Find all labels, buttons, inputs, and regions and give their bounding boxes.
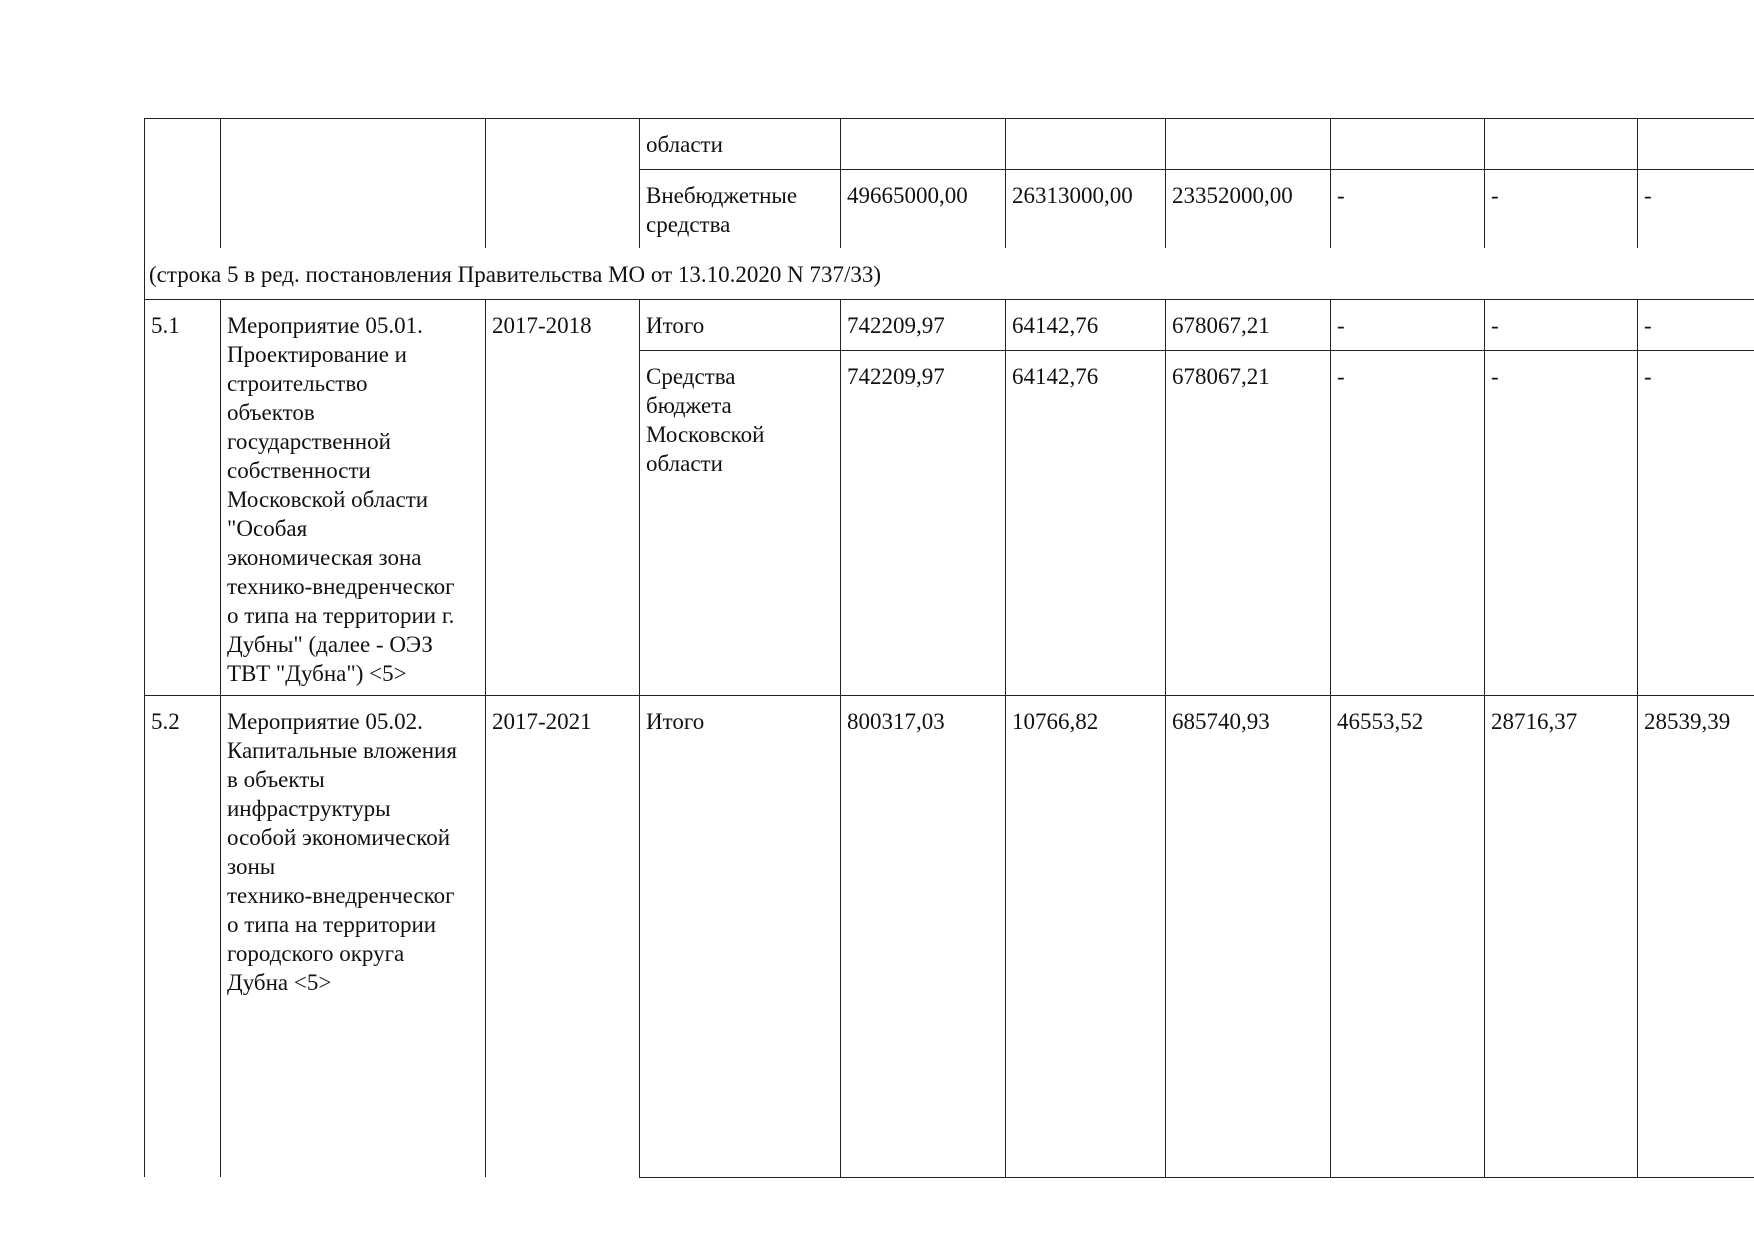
value-cell: 64142,76	[1012, 313, 1099, 338]
period-cell: 2017-2018	[492, 313, 592, 338]
grid-line	[840, 118, 841, 248]
grid-line	[639, 169, 1754, 170]
amendment-note: (строка 5 в ред. постановления Правительства МО от 13.10.2020 N 737/33)	[149, 262, 882, 287]
value-cell: -	[1337, 364, 1345, 389]
grid-line	[639, 350, 1754, 351]
grid-line	[639, 299, 640, 1177]
value-cell: 678067,21	[1172, 364, 1270, 389]
grid-line	[144, 299, 1754, 300]
value-cell: 742209,97	[847, 313, 945, 338]
value-cell: 26313000,00	[1012, 183, 1133, 208]
grid-line	[1165, 118, 1166, 248]
value-cell: 49665000,00	[847, 183, 968, 208]
value-cell: -	[1644, 183, 1652, 208]
grid-line	[639, 1177, 1754, 1178]
value-cell: 678067,21	[1172, 313, 1270, 338]
grid-line	[144, 248, 145, 299]
value-cell: 28716,37	[1491, 709, 1578, 734]
period-cell: 2017-2021	[492, 709, 592, 734]
funding-source-cell: Итого	[646, 709, 705, 734]
value-cell: -	[1337, 183, 1345, 208]
grid-line	[639, 118, 640, 248]
grid-line	[1330, 118, 1331, 248]
value-cell: -	[1337, 313, 1345, 338]
funding-source-cell: Итого	[646, 313, 705, 338]
value-cell: 46553,52	[1337, 709, 1424, 734]
value-cell: 685740,93	[1172, 709, 1270, 734]
grid-line	[840, 299, 841, 1177]
grid-line	[1637, 299, 1638, 1177]
grid-line	[220, 299, 221, 1177]
measure-title: Мероприятие 05.01. Проектирование и строительство объектов государственной собственности Московской области "Особая экономическая зона технико-внедренческог о типа на территории г. Дубны" (далее - ОЭЗ ТВТ "Дубна") <5>	[227, 313, 455, 686]
grid-line	[1330, 299, 1331, 1177]
value-cell: -	[1491, 183, 1499, 208]
grid-line	[144, 299, 145, 1177]
grid-line	[1005, 299, 1006, 1177]
grid-line	[1165, 299, 1166, 1177]
value-cell: -	[1644, 364, 1652, 389]
value-cell: 800317,03	[847, 709, 945, 734]
grid-line	[1484, 118, 1485, 248]
funding-source-cell: Внебюджетные средства	[646, 183, 798, 237]
value-cell: -	[1491, 364, 1499, 389]
value-cell: 28539,39	[1644, 709, 1731, 734]
measure-title: Мероприятие 05.02. Капитальные вложения в объекты инфраструктуры особой экономической зоны технико-внедренческог о типа на территории городского округа Дубна <5>	[227, 709, 457, 995]
grid-line	[1484, 299, 1485, 1177]
grid-line	[144, 118, 145, 248]
row-number: 5.1	[151, 313, 180, 338]
value-cell: -	[1491, 313, 1499, 338]
value-cell: -	[1644, 313, 1652, 338]
grid-line	[485, 118, 486, 248]
grid-line	[1005, 118, 1006, 248]
grid-line	[220, 118, 221, 248]
grid-line	[1637, 118, 1638, 248]
funding-source-cell: Средства бюджета Московской области	[646, 364, 765, 476]
value-cell: 23352000,00	[1172, 183, 1293, 208]
value-cell: 10766,82	[1012, 709, 1099, 734]
grid-line	[485, 299, 486, 1177]
value-cell: 64142,76	[1012, 364, 1099, 389]
funding-source-cell: области	[646, 132, 723, 157]
grid-line	[144, 695, 1754, 696]
value-cell: 742209,97	[847, 364, 945, 389]
grid-line	[144, 118, 1754, 119]
row-number: 5.2	[151, 709, 180, 734]
